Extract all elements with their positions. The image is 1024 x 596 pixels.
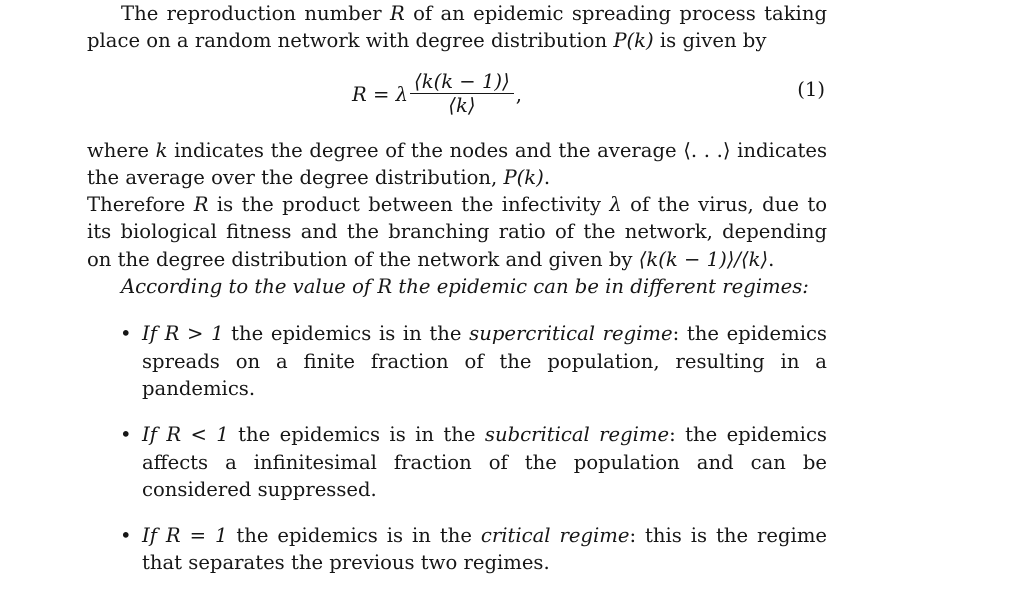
equation-formula: [352, 72, 522, 118]
text-run: of the virus, due to its biological fitness and the branching ratio of the network, depending on the degree distribution of the network and given by: [87, 193, 828, 271]
regime-name: subcritical regime: [484, 423, 670, 447]
text-run: : this is the regime that separates the previous two regimes.: [142, 524, 827, 575]
equation-numerator: ⟨k(k − 1)⟩: [414, 70, 510, 94]
bullet-icon: •: [120, 423, 132, 447]
text-run: the epidemics is in the: [223, 322, 470, 346]
bullet-icon: •: [120, 322, 132, 346]
text-run: the epidemics is in the: [228, 423, 485, 447]
text-run: .: [768, 247, 775, 271]
text-run: is given by: [653, 29, 767, 53]
equation-lhs: R = λ: [352, 82, 409, 106]
regime-list: [87, 320, 827, 576]
text-run: The reproduction number: [121, 2, 390, 25]
paragraph-regimes-intro: [87, 273, 827, 300]
equation-number: (1): [797, 77, 825, 101]
regime-condition: If R = 1: [142, 524, 228, 548]
regime-condition: If R < 1: [142, 423, 229, 447]
equation-fraction: [410, 71, 514, 118]
list-item: [120, 320, 827, 402]
text-run: : the epidemics affects a infinitesimal fraction of the population and can be considered suppressed.: [142, 423, 827, 501]
math-ratio: ⟨k(k − 1)⟩/⟨k⟩: [638, 247, 769, 271]
math-k: k: [155, 138, 168, 162]
text-run: : the epidemics spreads on a finite fraction of the population, resulting in a pandemics.: [142, 322, 827, 400]
regime-condition: If R > 1: [142, 322, 224, 346]
regime-name: critical regime: [480, 524, 630, 548]
math-P-of-k: P(k): [613, 29, 654, 53]
math-lambda: λ: [609, 193, 622, 217]
text-run: .: [543, 165, 551, 189]
math-R: R: [193, 193, 209, 217]
bullet-icon: •: [120, 524, 132, 548]
text-run: of an epidemic spreading process taking place on a random network with degree distribution: [87, 2, 827, 53]
italic-statement: According to the value of R the epidemic can be in different regimes:: [121, 275, 809, 299]
list-item: [120, 522, 827, 577]
text-run: where: [87, 138, 156, 162]
equation-block: [87, 64, 827, 124]
text-run: the epidemics is in the: [227, 524, 481, 548]
math-P-of-k: P(k): [503, 165, 544, 189]
equation-comma: ,: [515, 82, 522, 106]
paragraph-intro: [87, 0, 827, 55]
list-item: [120, 421, 827, 503]
document-body: [87, 0, 827, 596]
regime-name: supercritical regime: [469, 322, 673, 346]
paragraph-where: [87, 137, 827, 192]
text-run: indicates the degree of the nodes and the average ⟨. . .⟩ indicates the average over the degree distribution,: [87, 138, 827, 189]
paragraph-therefore: [87, 191, 827, 273]
text-run: Therefore: [87, 193, 194, 217]
math-R: R: [390, 2, 405, 25]
equation-denominator: ⟨k⟩: [448, 94, 476, 118]
text-run: is the product between the infectivity: [208, 193, 610, 217]
